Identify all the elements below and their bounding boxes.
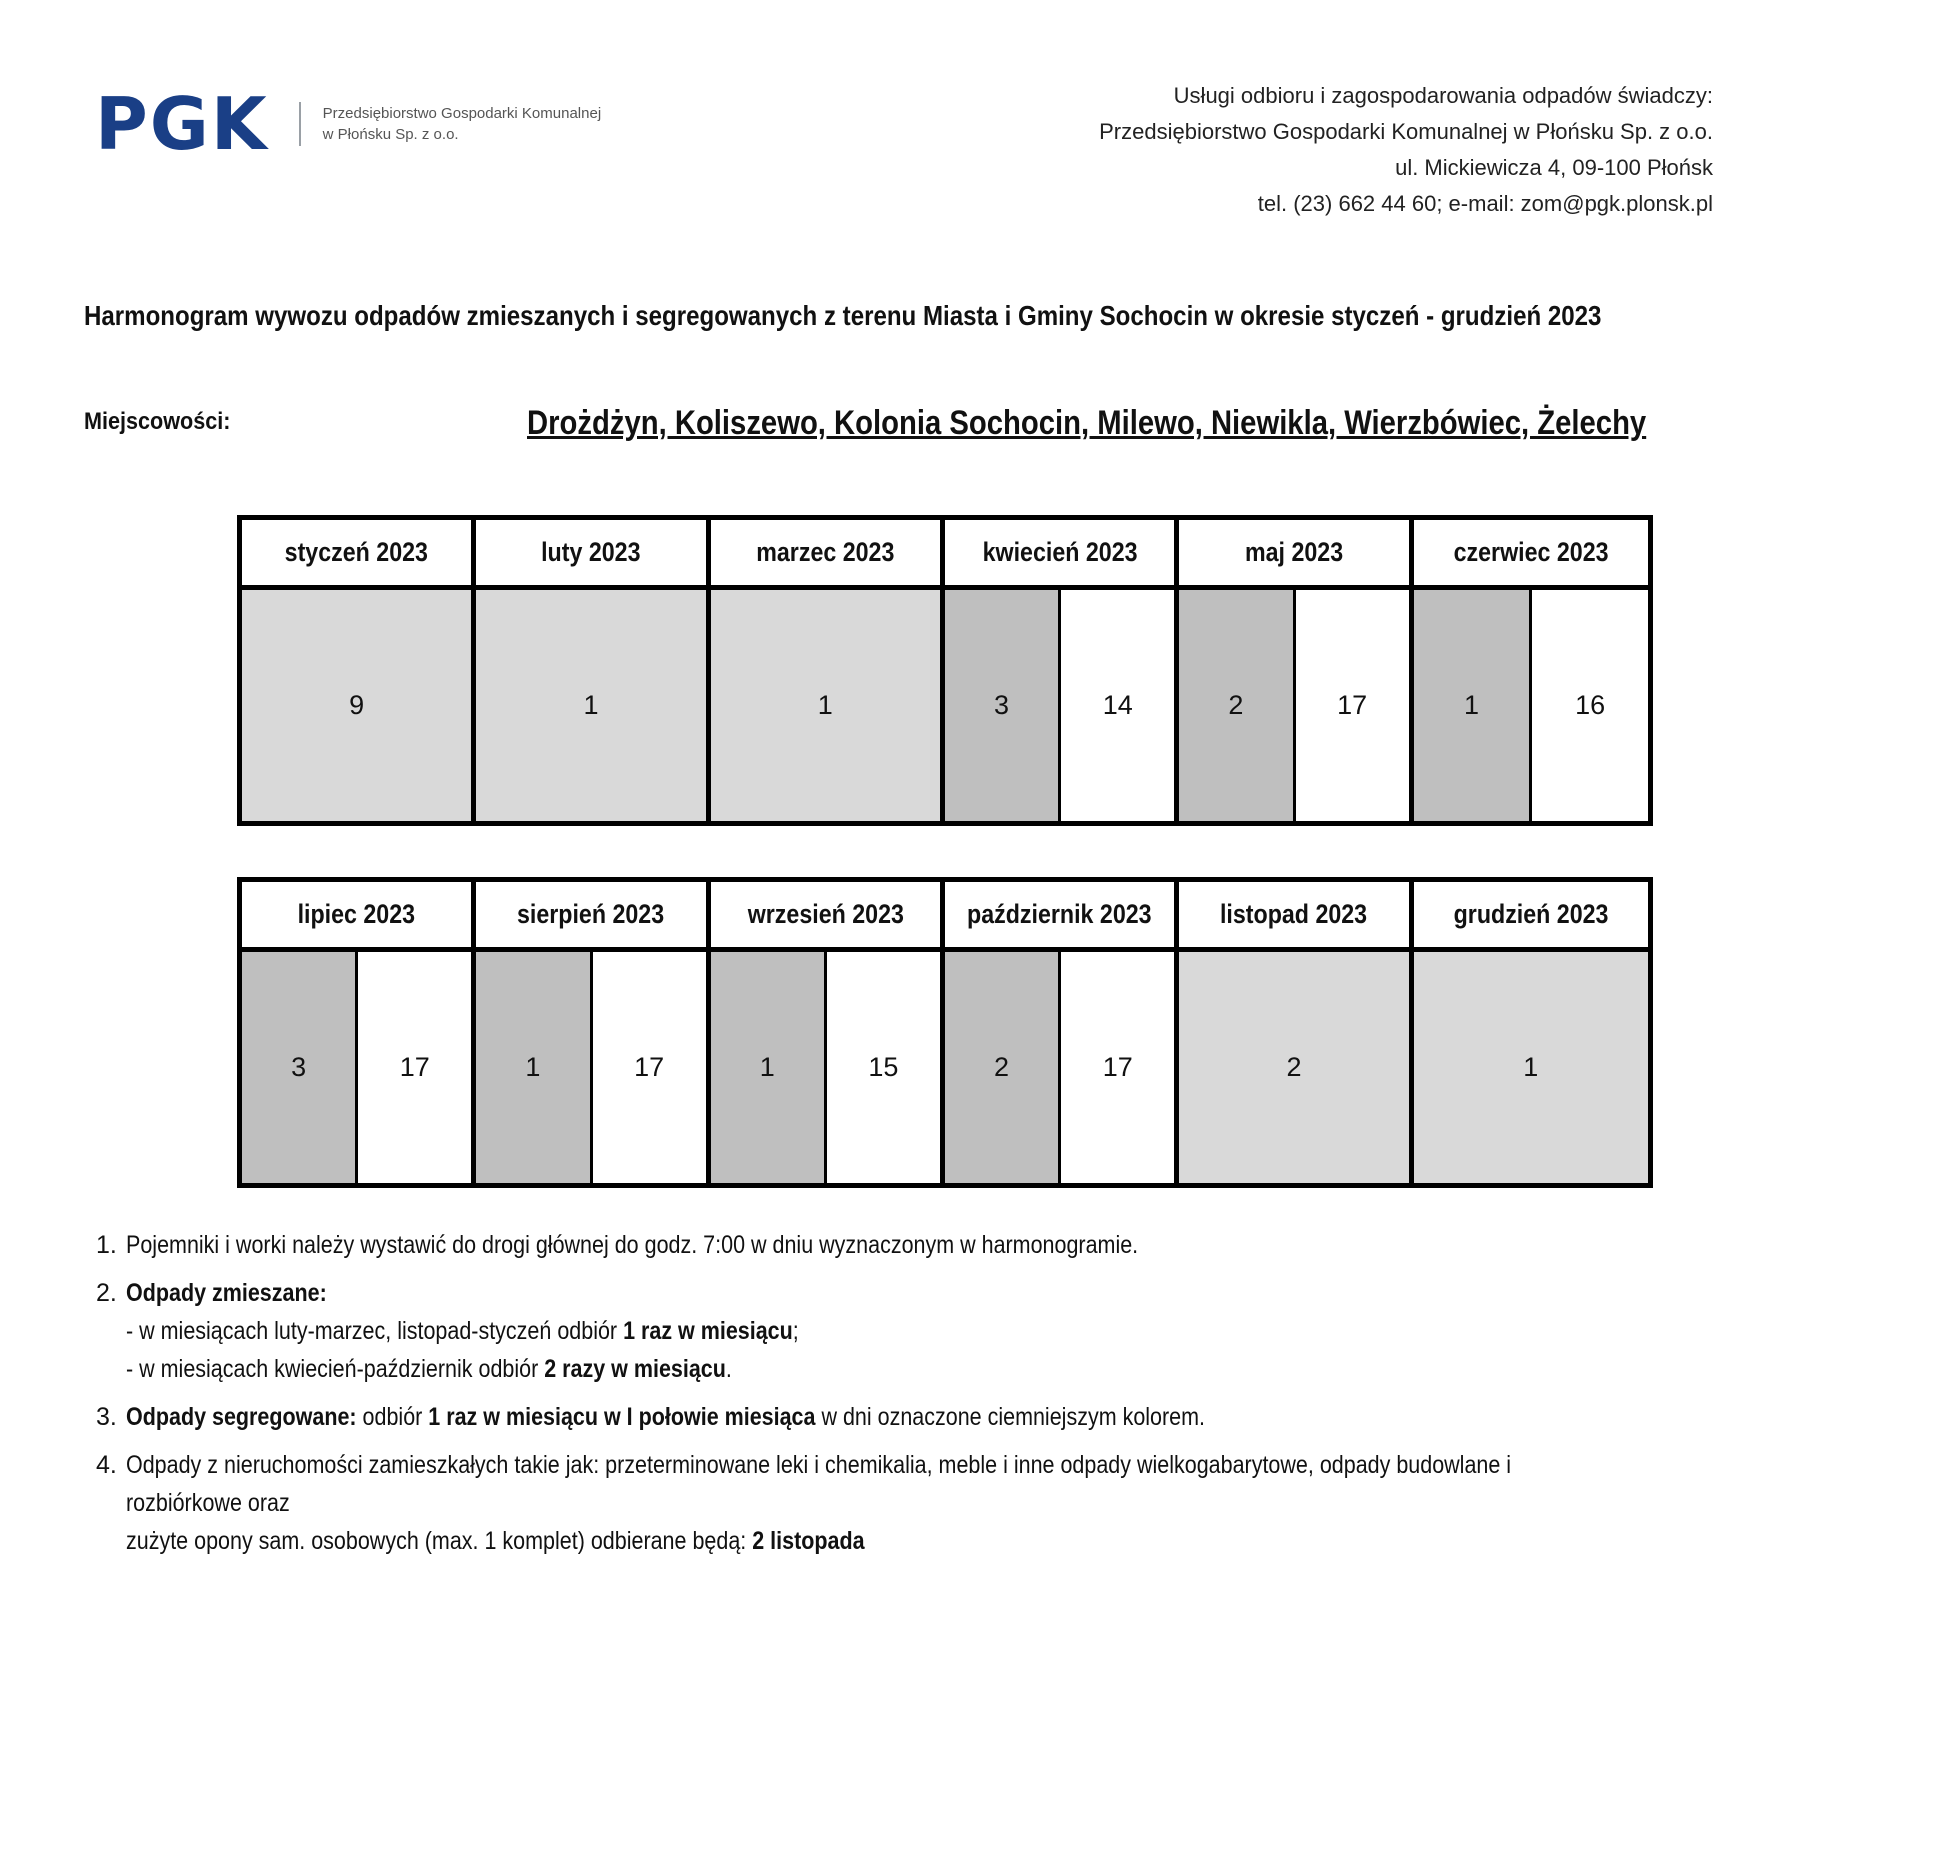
- pickup-days: [711, 952, 940, 1183]
- company-line1: Usługi odbioru i zagospodarowania odpadów świadczy:: [1173, 83, 1713, 108]
- mixed-pickup-day: 1: [476, 590, 705, 821]
- pickup-days: [1179, 590, 1408, 821]
- company-line2: Przedsiębiorstwo Gospodarki Komunalnej w Płońsku Sp. z o.o.: [1099, 119, 1713, 144]
- note-text: [126, 1274, 1528, 1388]
- company-contact: [1099, 78, 1713, 222]
- note-3-post: w dni oznaczone ciemniejszym kolorem.: [815, 1403, 1206, 1431]
- month-column: [1179, 520, 1413, 821]
- month-label: październik 2023: [967, 899, 1152, 929]
- month-header: [711, 520, 940, 590]
- month-column: [476, 882, 710, 1183]
- month-column: [1414, 520, 1648, 821]
- month-header: [711, 882, 940, 952]
- month-label: styczeń 2023: [285, 537, 429, 567]
- month-header: [945, 882, 1174, 952]
- note-3-heading: Odpady segregowane:: [126, 1403, 357, 1431]
- mixed-pickup-day: 1: [711, 590, 940, 821]
- pickup-days: [945, 952, 1174, 1183]
- mixed-pickup-day: 1: [1414, 952, 1648, 1183]
- notes-list: [96, 1226, 1756, 1570]
- locations-label: Miejscowości:: [84, 408, 231, 435]
- note-1-text: Pojemniki i worki należy wystawić do drogi głównej do godz. 7:00 w dniu wyznaczonym w harmonogramie.: [126, 1231, 1139, 1259]
- month-label: luty 2023: [541, 537, 641, 567]
- page-title: Harmonogram wywozu odpadów zmieszanych i segregowanych z terenu Miasta i Gminy Sochocin w okresie styczeń - grudzień 2023: [84, 300, 1602, 331]
- month-label: sierpień 2023: [517, 899, 665, 929]
- logo-text: [323, 103, 601, 145]
- month-header: [1414, 520, 1648, 590]
- note-3-bold: 1 raz w miesiącu w I połowie miesiąca: [428, 1403, 816, 1431]
- mixed-pickup-day: 17: [1058, 952, 1174, 1183]
- note-1: [96, 1226, 1756, 1264]
- month-column: [945, 520, 1179, 821]
- month-column: [1179, 882, 1413, 1183]
- month-label: grudzień 2023: [1453, 899, 1609, 929]
- note-2-line2-pre: - w miesiącach kwiecień-październik odbiór: [126, 1355, 545, 1383]
- pickup-days: [711, 590, 940, 821]
- mixed-pickup-day: 14: [1058, 590, 1174, 821]
- segregated-pickup-day: 2: [945, 952, 1058, 1183]
- pickup-days: [1414, 590, 1648, 821]
- month-label: lipiec 2023: [297, 899, 416, 929]
- note-text: [126, 1446, 1528, 1560]
- note-text: [126, 1398, 1528, 1436]
- note-4-line2-pre: zużyte opony sam. osobowych (max. 1 komplet) odbierane będą:: [126, 1527, 753, 1555]
- logo-divider: [299, 102, 301, 146]
- mixed-pickup-day: 17: [355, 952, 471, 1183]
- logo-text-line2: w Płońsku Sp. z o.o.: [322, 126, 459, 143]
- pickup-days: [242, 590, 471, 821]
- company-address: ul. Mickiewicza 4, 09-100 Płońsk: [1395, 155, 1713, 180]
- company-phone-email: tel. (23) 662 44 60; e-mail: zom@pgk.plonsk.pl: [1257, 191, 1713, 216]
- month-header: [1179, 882, 1408, 952]
- segregated-pickup-day: 3: [945, 590, 1058, 821]
- month-column: [476, 520, 710, 821]
- note-number: 2.: [96, 1279, 117, 1307]
- segregated-pickup-day: 1: [711, 952, 824, 1183]
- mixed-pickup-day: 2: [1179, 952, 1408, 1183]
- schedule-table-top: [237, 515, 1653, 826]
- note-number: 3.: [96, 1403, 117, 1431]
- note-3-pre: odbiór: [356, 1403, 429, 1431]
- month-label: czerwiec 2023: [1453, 537, 1609, 567]
- note-number: 4.: [96, 1451, 117, 1479]
- month-header: [1179, 520, 1408, 590]
- note-2: [96, 1274, 1756, 1388]
- pickup-days: [1414, 952, 1648, 1183]
- note-2-line1: [126, 1312, 1528, 1350]
- month-column: [242, 882, 476, 1183]
- month-column: [711, 520, 945, 821]
- note-2-heading: Odpady zmieszane:: [126, 1279, 327, 1307]
- mixed-pickup-day: 17: [1293, 590, 1409, 821]
- note-number: 1.: [96, 1231, 117, 1259]
- note-2-line2: [126, 1350, 1528, 1388]
- note-text: [126, 1226, 1528, 1264]
- note-2-line1-bold: 1 raz w miesiącu: [623, 1317, 793, 1345]
- month-column: [242, 520, 476, 821]
- schedule-table-bottom: [237, 877, 1653, 1188]
- month-label: listopad 2023: [1220, 899, 1368, 929]
- month-label: marzec 2023: [756, 537, 895, 567]
- note-2-line2-bold: 2 razy w miesiącu: [544, 1355, 726, 1383]
- month-header: [945, 520, 1174, 590]
- segregated-pickup-day: 3: [242, 952, 355, 1183]
- note-4: [96, 1446, 1756, 1560]
- mixed-pickup-day: 9: [242, 590, 471, 821]
- locations-value: Drożdżyn, Koliszewo, Kolonia Sochocin, Milewo, Niewikla, Wierzbówiec, Żelechy: [527, 404, 1647, 442]
- month-header: [1414, 882, 1648, 952]
- month-header: [242, 520, 471, 590]
- logo-mark: PGK: [95, 82, 269, 166]
- mixed-pickup-day: 16: [1529, 590, 1648, 821]
- month-column: [1414, 882, 1648, 1183]
- logo-text-line1: Przedsiębiorstwo Gospodarki Komunalnej: [322, 105, 602, 122]
- note-2-line2-post: .: [725, 1355, 732, 1383]
- month-label: wrzesień 2023: [747, 899, 904, 929]
- month-column: [945, 882, 1179, 1183]
- pickup-days: [242, 952, 471, 1183]
- note-4-line2-bold: 2 listopada: [752, 1527, 865, 1555]
- note-3: [96, 1398, 1756, 1436]
- month-column: [711, 882, 945, 1183]
- note-2-line1-post: ;: [792, 1317, 799, 1345]
- segregated-pickup-day: 2: [1179, 590, 1292, 821]
- pickup-days: [1179, 952, 1408, 1183]
- month-header: [476, 520, 705, 590]
- month-header: [242, 882, 471, 952]
- mixed-pickup-day: 15: [824, 952, 940, 1183]
- note-4-line2: [126, 1522, 1528, 1560]
- month-label: maj 2023: [1244, 537, 1344, 567]
- mixed-pickup-day: 17: [590, 952, 706, 1183]
- pickup-days: [476, 590, 705, 821]
- month-label: kwiecień 2023: [982, 537, 1138, 567]
- pickup-days: [476, 952, 705, 1183]
- company-logo: [95, 82, 602, 166]
- segregated-pickup-day: 1: [1414, 590, 1530, 821]
- month-header: [476, 882, 705, 952]
- pickup-days: [945, 590, 1174, 821]
- note-4-line1: Odpady z nieruchomości zamieszkałych takie jak: przeterminowane leki i chemikalia, meble i inne odpady wielkogabarytowe, odpady budowlane i rozbiórkowe oraz: [126, 1451, 1512, 1517]
- note-2-line1-pre: - w miesiącach luty-marzec, listopad-styczeń odbiór: [126, 1317, 624, 1345]
- segregated-pickup-day: 1: [476, 952, 589, 1183]
